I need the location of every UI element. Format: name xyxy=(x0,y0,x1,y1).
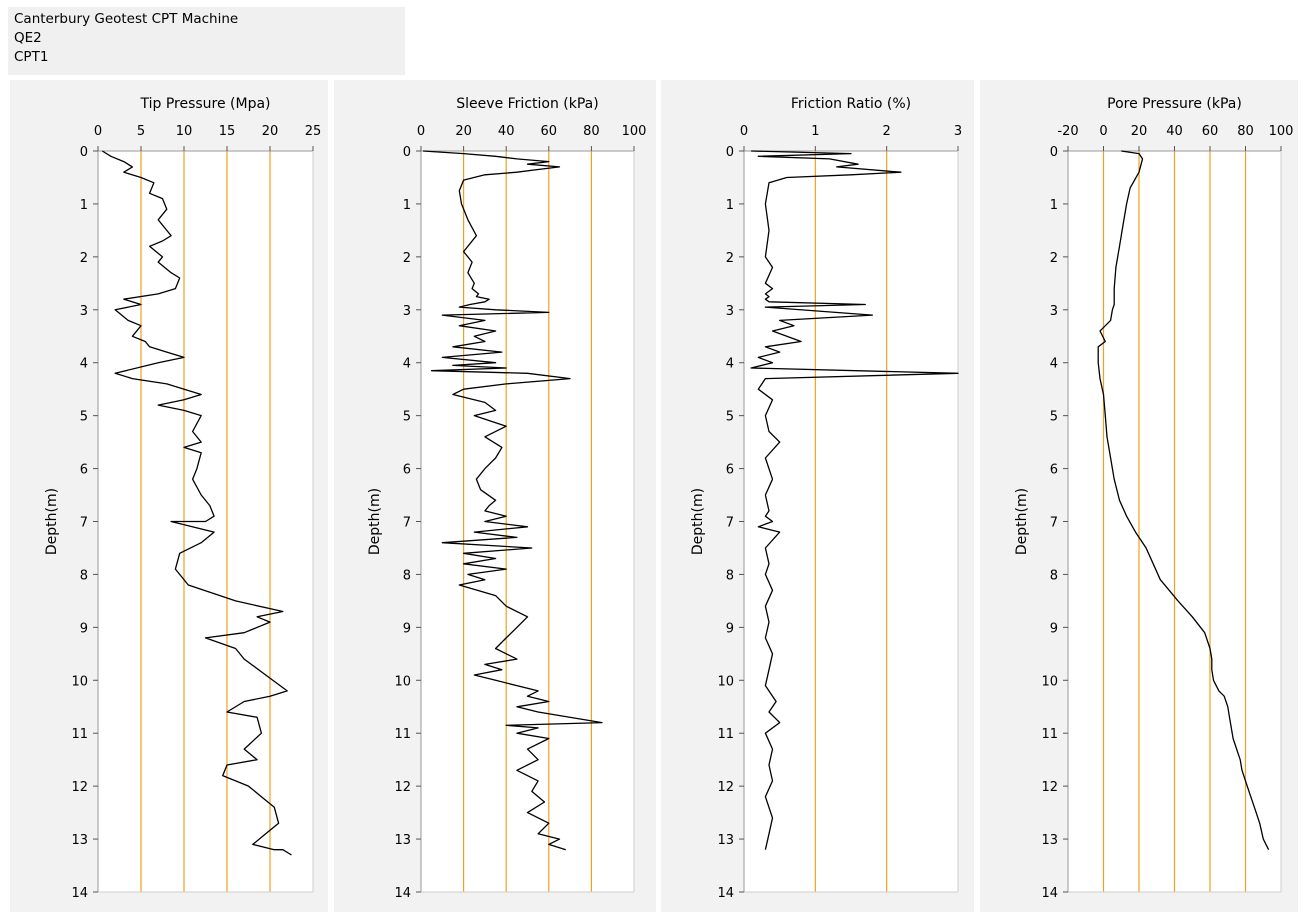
tip-pressure-y-tick-label: 6 xyxy=(79,462,88,478)
pore-pressure-y-tick-label: 1 xyxy=(1049,197,1058,213)
sleeve-friction-y-tick-label: 6 xyxy=(402,462,411,478)
pore-pressure-y-tick-label: 11 xyxy=(1041,727,1058,743)
sleeve-friction-y-tick-label: 8 xyxy=(402,568,411,584)
pore-pressure-x-tick-label: 80 xyxy=(1237,124,1254,139)
tip-pressure-x-tick-label: 25 xyxy=(304,124,322,139)
friction-ratio-y-tick-label: 6 xyxy=(725,462,734,478)
friction-ratio-y-tick-label: 1 xyxy=(725,197,734,213)
sleeve-friction-y-tick-label: 1 xyxy=(402,197,411,213)
tip-pressure-y-tick-label: 5 xyxy=(79,409,88,425)
tip-pressure-y-tick-label: 8 xyxy=(79,568,88,584)
friction-ratio-x-tick-label: 0 xyxy=(739,124,749,139)
pore-pressure-y-tick-label: 13 xyxy=(1041,833,1058,849)
friction-ratio-x-tick-label: 3 xyxy=(953,124,963,139)
tip-pressure-y-tick-label: 1 xyxy=(79,197,88,213)
tip-pressure-x-tick-label: 0 xyxy=(93,124,103,139)
pore-pressure-y-tick-label: 2 xyxy=(1049,250,1058,266)
sleeve-friction-y-tick-label: 0 xyxy=(402,145,411,160)
friction-ratio-x-tick-label: 1 xyxy=(811,124,820,139)
friction-ratio-chart xyxy=(661,80,974,912)
friction-ratio-y-tick-label: 14 xyxy=(717,886,734,901)
pore-pressure-x-tick-label: 0 xyxy=(1099,124,1108,139)
friction-ratio-y-tick-label: 8 xyxy=(725,568,734,584)
sleeve-friction-x-tick-label: 40 xyxy=(497,124,515,139)
sleeve-friction-y-tick-label: 4 xyxy=(402,356,411,372)
friction-ratio-x-tick-label: 2 xyxy=(882,124,891,139)
machine-name-label: Canterbury Geotest CPT Machine xyxy=(14,11,239,27)
sleeve-friction-y-tick-label: 3 xyxy=(402,303,411,319)
sleeve-friction-y-tick-label: 10 xyxy=(394,674,411,690)
pore-pressure-y-tick-label: 10 xyxy=(1041,674,1058,690)
tip-pressure-y-tick-label: 0 xyxy=(79,145,88,160)
friction-ratio-y-tick-label: 7 xyxy=(725,515,734,531)
pore-pressure-y-tick-label: 14 xyxy=(1041,886,1058,901)
sleeve-friction-y-tick-label: 5 xyxy=(402,409,411,425)
tip-pressure-chart xyxy=(10,80,328,912)
pore-pressure-x-tick-label: 40 xyxy=(1166,124,1183,139)
sleeve-friction-y-tick-label: 14 xyxy=(394,886,411,901)
sleeve-friction-x-tick-label: 80 xyxy=(583,124,600,139)
pore-pressure-y-axis-label: Depth(m) xyxy=(1014,487,1030,556)
friction-ratio-y-tick-label: 2 xyxy=(725,250,734,266)
pore-pressure-title: Pore Pressure (kPa) xyxy=(1107,96,1242,112)
tip-pressure-y-tick-label: 13 xyxy=(71,833,88,849)
pore-pressure-x-tick-label: -20 xyxy=(1057,124,1079,139)
sleeve-friction-y-axis-label: Depth(m) xyxy=(367,487,383,556)
sleeve-friction-y-tick-label: 13 xyxy=(394,833,411,849)
friction-ratio-title: Friction Ratio (%) xyxy=(790,96,912,112)
sleeve-friction-title: Sleeve Friction (kPa) xyxy=(456,96,599,112)
pore-pressure-y-tick-label: 8 xyxy=(1049,568,1058,584)
tip-pressure-y-tick-label: 11 xyxy=(71,727,88,743)
tip-pressure-y-tick-label: 2 xyxy=(79,250,88,266)
sleeve-friction-plot-area xyxy=(421,151,634,892)
tip-pressure-y-tick-label: 4 xyxy=(79,356,88,372)
sleeve-friction-x-tick-label: 100 xyxy=(621,124,647,139)
sleeve-friction-y-tick-label: 12 xyxy=(394,780,411,796)
pore-pressure-x-tick-label: 20 xyxy=(1130,124,1148,139)
friction-ratio-y-tick-label: 11 xyxy=(717,727,734,743)
tip-pressure-y-tick-label: 14 xyxy=(71,886,88,901)
sleeve-friction-x-tick-label: 20 xyxy=(455,124,472,139)
friction-ratio-y-tick-label: 5 xyxy=(725,409,734,425)
sleeve-friction-y-tick-label: 9 xyxy=(402,621,411,637)
friction-ratio-y-tick-label: 13 xyxy=(717,833,734,849)
pore-pressure-y-tick-label: 5 xyxy=(1049,409,1058,425)
friction-ratio-y-tick-label: 9 xyxy=(725,621,734,637)
pore-pressure-y-tick-label: 12 xyxy=(1041,780,1058,796)
pore-pressure-y-tick-label: 4 xyxy=(1049,356,1058,372)
test-id-label: CPT1 xyxy=(14,49,49,65)
friction-ratio-y-tick-label: 0 xyxy=(725,145,734,160)
tip-pressure-y-tick-label: 12 xyxy=(71,780,88,796)
pore-pressure-y-tick-label: 9 xyxy=(1049,621,1058,637)
pore-pressure-y-tick-label: 7 xyxy=(1049,515,1058,531)
site-name-label: QE2 xyxy=(14,30,42,46)
tip-pressure-y-tick-label: 10 xyxy=(71,674,88,690)
tip-pressure-y-tick-label: 7 xyxy=(79,515,88,531)
friction-ratio-y-tick-label: 3 xyxy=(725,303,734,319)
tip-pressure-y-axis-label: Depth(m) xyxy=(44,487,60,556)
sleeve-friction-y-tick-label: 7 xyxy=(402,515,411,531)
tip-pressure-x-tick-label: 20 xyxy=(261,124,279,139)
sleeve-friction-y-tick-label: 2 xyxy=(402,250,411,266)
tip-pressure-x-tick-label: 15 xyxy=(218,124,236,139)
tip-pressure-y-tick-label: 9 xyxy=(79,621,88,637)
sleeve-friction-x-tick-label: 60 xyxy=(540,124,558,139)
pore-pressure-x-tick-label: 60 xyxy=(1201,124,1219,139)
pore-pressure-y-tick-label: 6 xyxy=(1049,462,1058,478)
pore-pressure-y-tick-label: 0 xyxy=(1049,145,1058,160)
tip-pressure-x-tick-label: 10 xyxy=(175,124,193,139)
friction-ratio-y-axis-label: Depth(m) xyxy=(690,487,706,556)
tip-pressure-x-tick-label: 5 xyxy=(136,124,146,139)
tip-pressure-y-tick-label: 3 xyxy=(79,303,88,319)
friction-ratio-y-tick-label: 4 xyxy=(725,356,734,372)
pore-pressure-x-tick-label: 100 xyxy=(1268,124,1294,139)
friction-ratio-y-tick-label: 10 xyxy=(717,674,734,690)
friction-ratio-y-tick-label: 12 xyxy=(717,780,734,796)
sleeve-friction-chart xyxy=(334,80,656,912)
pore-pressure-y-tick-label: 3 xyxy=(1049,303,1058,319)
sleeve-friction-y-tick-label: 11 xyxy=(394,727,411,743)
sleeve-friction-x-tick-label: 0 xyxy=(416,124,426,139)
pore-pressure-chart xyxy=(980,80,1298,912)
tip-pressure-title: Tip Pressure (Mpa) xyxy=(140,96,271,112)
friction-ratio-plot-area xyxy=(744,151,958,892)
